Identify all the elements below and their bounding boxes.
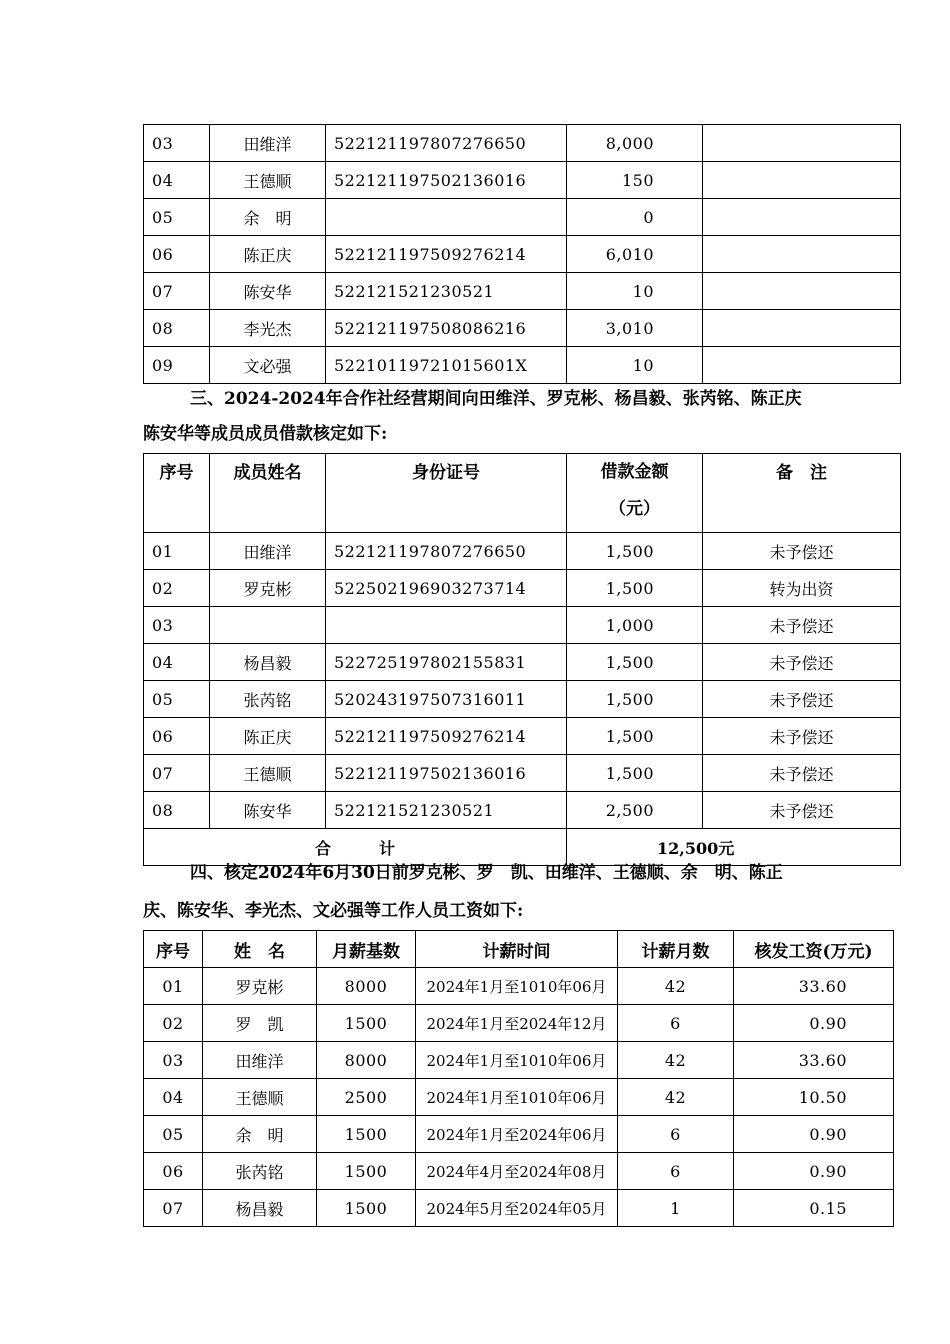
cell-wage: 0.90 bbox=[734, 1153, 894, 1190]
table-row bbox=[144, 1190, 894, 1227]
cell-no: 03 bbox=[144, 125, 210, 162]
cell-name: 田维洋 bbox=[203, 1042, 317, 1079]
cell-wage: 10.50 bbox=[734, 1079, 894, 1116]
cell-note: 未予偿还 bbox=[703, 533, 901, 570]
cell-wage: 0.90 bbox=[734, 1116, 894, 1153]
cell-no: 05 bbox=[144, 199, 210, 236]
cell-name: 张芮铭 bbox=[203, 1153, 317, 1190]
cell-name bbox=[210, 607, 326, 644]
cell-months: 6 bbox=[618, 1005, 734, 1042]
cell-name: 陈安华 bbox=[210, 792, 326, 829]
cell-amount: 10 bbox=[567, 347, 703, 384]
cell-period: 2024年1月至1010年06月 bbox=[416, 1079, 618, 1116]
cell-name: 罗 凯 bbox=[203, 1005, 317, 1042]
cell-name: 陈正庆 bbox=[210, 718, 326, 755]
header-amount bbox=[567, 454, 703, 533]
table-row bbox=[144, 310, 901, 347]
table-row bbox=[144, 162, 901, 199]
cell-note bbox=[703, 273, 901, 310]
cell-id bbox=[326, 607, 567, 644]
table-row bbox=[144, 273, 901, 310]
cell-base: 1500 bbox=[317, 1153, 416, 1190]
cell-name: 田维洋 bbox=[210, 533, 326, 570]
table-row bbox=[144, 236, 901, 273]
cell-no: 07 bbox=[144, 273, 210, 310]
cell-amount: 1,500 bbox=[567, 681, 703, 718]
table-row bbox=[144, 968, 894, 1005]
table-row bbox=[144, 1079, 894, 1116]
cell-wage: 0.90 bbox=[734, 1005, 894, 1042]
cell-note bbox=[703, 125, 901, 162]
cell-period: 2024年4月至2024年08月 bbox=[416, 1153, 618, 1190]
cell-base: 1500 bbox=[317, 1116, 416, 1153]
header-period: 计薪时间 bbox=[416, 931, 618, 968]
cell-name: 罗克彬 bbox=[210, 570, 326, 607]
wage-table bbox=[143, 930, 894, 1227]
cell-no: 06 bbox=[144, 236, 210, 273]
table-row bbox=[144, 1005, 894, 1042]
cell-no: 08 bbox=[144, 310, 210, 347]
cell-period: 2024年5月至2024年05月 bbox=[416, 1190, 618, 1227]
cell-note: 未予偿还 bbox=[703, 792, 901, 829]
cell-name: 杨昌毅 bbox=[203, 1190, 317, 1227]
cell-no: 01 bbox=[144, 533, 210, 570]
cell-months: 42 bbox=[618, 1042, 734, 1079]
cell-amount: 1,500 bbox=[567, 533, 703, 570]
table-row bbox=[144, 533, 901, 570]
header-months: 计薪月数 bbox=[618, 931, 734, 968]
cell-id: 522121521230521 bbox=[326, 792, 567, 829]
header-id: 身份证号 bbox=[326, 454, 567, 533]
cell-no: 09 bbox=[144, 347, 210, 384]
header-no: 序号 bbox=[144, 454, 210, 533]
cell-amount: 6,010 bbox=[567, 236, 703, 273]
cell-id: 520243197507316011 bbox=[326, 681, 567, 718]
cell-no: 08 bbox=[144, 792, 210, 829]
cell-note: 未予偿还 bbox=[703, 607, 901, 644]
cell-amount: 1,500 bbox=[567, 755, 703, 792]
cell-no: 07 bbox=[144, 1190, 203, 1227]
section4-line1: 四、核定2024年6月30日前罗克彬、罗 凯、田维洋、王德顺、余 明、陈正 bbox=[190, 863, 783, 883]
cell-no: 06 bbox=[144, 718, 210, 755]
header-name: 成员姓名 bbox=[210, 454, 326, 533]
cell-name: 王德顺 bbox=[210, 755, 326, 792]
table-row bbox=[144, 347, 901, 384]
cell-amount: 10 bbox=[567, 273, 703, 310]
loan-table-body bbox=[144, 454, 901, 866]
section3-line2: 陈安华等成员成员借款核定如下: bbox=[143, 424, 388, 444]
cell-base: 8000 bbox=[317, 968, 416, 1005]
cell-note: 未予偿还 bbox=[703, 755, 901, 792]
cell-id: 522502196903273714 bbox=[326, 570, 567, 607]
cell-note bbox=[703, 347, 901, 384]
cell-id: 522725197802155831 bbox=[326, 644, 567, 681]
header-name: 姓 名 bbox=[203, 931, 317, 968]
cell-note: 未予偿还 bbox=[703, 681, 901, 718]
cell-id: 522121197508086216 bbox=[326, 310, 567, 347]
cell-base: 1500 bbox=[317, 1005, 416, 1042]
header-wage: 核发工资(万元) bbox=[734, 931, 894, 968]
cell-amount: 1,000 bbox=[567, 607, 703, 644]
table-row bbox=[144, 644, 901, 681]
table-row bbox=[144, 681, 901, 718]
wage-table-body bbox=[144, 931, 894, 1227]
cell-name: 杨昌毅 bbox=[210, 644, 326, 681]
cell-no: 03 bbox=[144, 607, 210, 644]
cell-name: 田维洋 bbox=[210, 125, 326, 162]
table-row bbox=[144, 199, 901, 236]
cell-no: 07 bbox=[144, 755, 210, 792]
cell-months: 42 bbox=[618, 1079, 734, 1116]
cell-wage: 33.60 bbox=[734, 968, 894, 1005]
cell-note bbox=[703, 236, 901, 273]
cell-note: 转为出资 bbox=[703, 570, 901, 607]
cell-id: 522121197807276650 bbox=[326, 125, 567, 162]
cell-months: 42 bbox=[618, 968, 734, 1005]
table-row bbox=[144, 607, 901, 644]
section4-line2: 庆、陈安华、李光杰、文必强等工作人员工资如下: bbox=[143, 901, 524, 921]
total-value: 12,500元 bbox=[567, 829, 901, 866]
cell-name: 陈正庆 bbox=[210, 236, 326, 273]
cell-months: 6 bbox=[618, 1153, 734, 1190]
cell-amount: 1,500 bbox=[567, 718, 703, 755]
cell-no: 02 bbox=[144, 1005, 203, 1042]
cell-period: 2024年1月至2024年12月 bbox=[416, 1005, 618, 1042]
table-row bbox=[144, 125, 901, 162]
table-row bbox=[144, 1153, 894, 1190]
cell-id: 522121521230521 bbox=[326, 273, 567, 310]
header-note: 备 注 bbox=[703, 454, 901, 533]
cell-name: 张芮铭 bbox=[210, 681, 326, 718]
cell-months: 1 bbox=[618, 1190, 734, 1227]
cell-id: 522121197807276650 bbox=[326, 533, 567, 570]
header-amount-line1: 借款金额 bbox=[600, 462, 669, 482]
loan-table bbox=[143, 453, 901, 866]
cell-name: 王德顺 bbox=[203, 1079, 317, 1116]
section3-line1: 三、2024-2024年合作社经营期间向田维洋、罗克彬、杨昌毅、张芮铭、陈正庆 bbox=[190, 389, 802, 409]
cell-base: 1500 bbox=[317, 1190, 416, 1227]
cell-id: 52210119721015601X bbox=[326, 347, 567, 384]
cell-note: 未予偿还 bbox=[703, 718, 901, 755]
cell-no: 04 bbox=[144, 644, 210, 681]
cell-id bbox=[326, 199, 567, 236]
cell-name: 文必强 bbox=[210, 347, 326, 384]
cell-id: 522121197502136016 bbox=[326, 162, 567, 199]
cell-no: 02 bbox=[144, 570, 210, 607]
header-no: 序号 bbox=[144, 931, 203, 968]
cell-wage: 33.60 bbox=[734, 1042, 894, 1079]
contribution-table-body bbox=[144, 125, 901, 384]
cell-amount: 0 bbox=[567, 199, 703, 236]
cell-note bbox=[703, 162, 901, 199]
contribution-table bbox=[143, 124, 901, 384]
cell-no: 04 bbox=[144, 1079, 203, 1116]
cell-period: 2024年1月至2024年06月 bbox=[416, 1116, 618, 1153]
cell-wage: 0.15 bbox=[734, 1190, 894, 1227]
cell-no: 05 bbox=[144, 1116, 203, 1153]
table-row bbox=[144, 1116, 894, 1153]
header-base: 月薪基数 bbox=[317, 931, 416, 968]
cell-amount: 8,000 bbox=[567, 125, 703, 162]
cell-name: 王德顺 bbox=[210, 162, 326, 199]
cell-amount: 3,010 bbox=[567, 310, 703, 347]
cell-amount: 2,500 bbox=[567, 792, 703, 829]
cell-no: 04 bbox=[144, 162, 210, 199]
table-row bbox=[144, 792, 901, 829]
cell-period: 2024年1月至1010年06月 bbox=[416, 968, 618, 1005]
cell-name: 罗克彬 bbox=[203, 968, 317, 1005]
cell-months: 6 bbox=[618, 1116, 734, 1153]
cell-amount: 150 bbox=[567, 162, 703, 199]
cell-id: 522121197509276214 bbox=[326, 718, 567, 755]
cell-no: 03 bbox=[144, 1042, 203, 1079]
cell-id: 522121197502136016 bbox=[326, 755, 567, 792]
wage-table-header bbox=[144, 931, 894, 968]
cell-id: 522121197509276214 bbox=[326, 236, 567, 273]
cell-note bbox=[703, 199, 901, 236]
cell-no: 06 bbox=[144, 1153, 203, 1190]
header-amount-line2: （元） bbox=[609, 499, 660, 519]
cell-base: 8000 bbox=[317, 1042, 416, 1079]
total-label: 合 计 bbox=[144, 829, 567, 866]
cell-name: 陈安华 bbox=[210, 273, 326, 310]
cell-note bbox=[703, 310, 901, 347]
cell-no: 01 bbox=[144, 968, 203, 1005]
loan-table-header bbox=[144, 454, 901, 533]
cell-base: 2500 bbox=[317, 1079, 416, 1116]
cell-period: 2024年1月至1010年06月 bbox=[416, 1042, 618, 1079]
table-row bbox=[144, 1042, 894, 1079]
cell-name: 余 明 bbox=[210, 199, 326, 236]
cell-note: 未予偿还 bbox=[703, 644, 901, 681]
cell-name: 余 明 bbox=[203, 1116, 317, 1153]
cell-no: 05 bbox=[144, 681, 210, 718]
cell-amount: 1,500 bbox=[567, 644, 703, 681]
table-row bbox=[144, 755, 901, 792]
table-row bbox=[144, 718, 901, 755]
cell-name: 李光杰 bbox=[210, 310, 326, 347]
table-row bbox=[144, 570, 901, 607]
cell-amount: 1,500 bbox=[567, 570, 703, 607]
